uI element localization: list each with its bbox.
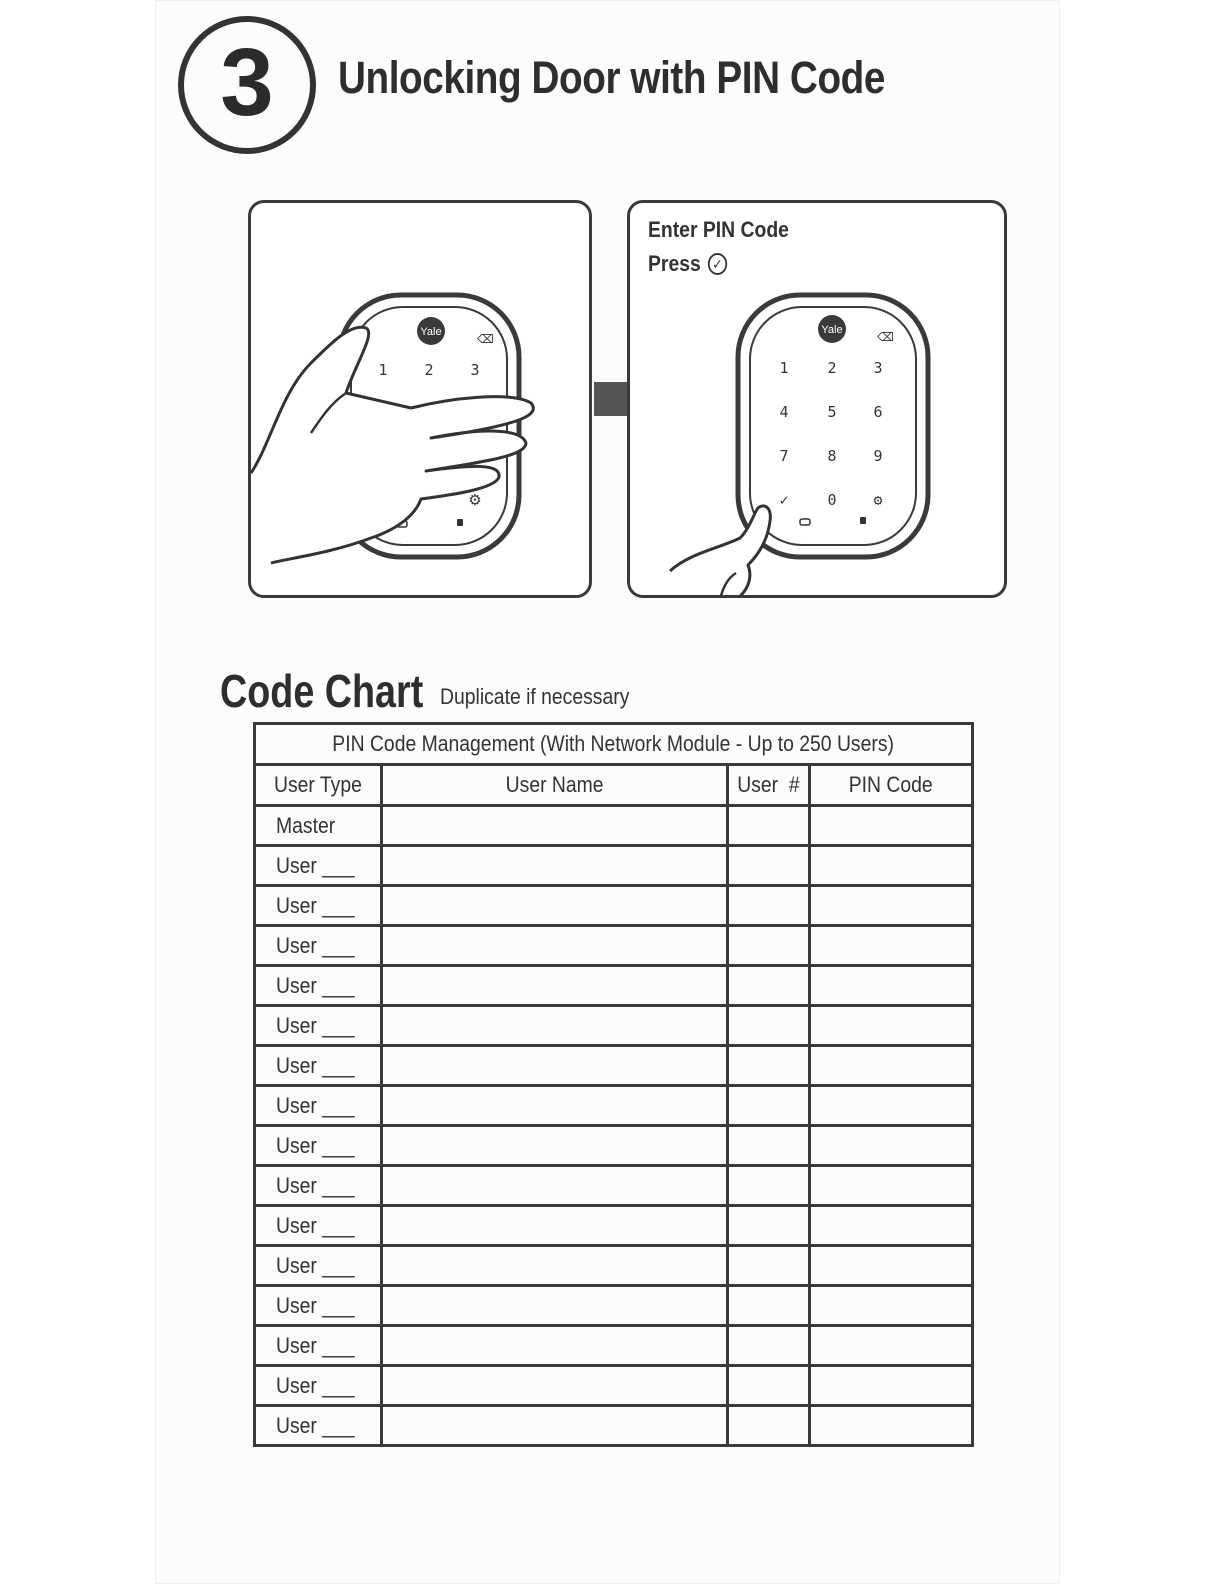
user-name-cell[interactable]	[382, 926, 728, 966]
table-row	[255, 966, 973, 1006]
user-number-cell[interactable]	[728, 1326, 810, 1366]
user-type-cell	[255, 846, 382, 886]
user-type-cell	[255, 1006, 382, 1046]
pin-code-cell[interactable]	[810, 1246, 973, 1286]
user-type-cell	[255, 1366, 382, 1406]
pin-code-cell[interactable]	[810, 806, 973, 846]
svg-text:3: 3	[470, 361, 480, 379]
user-type-cell	[255, 1166, 382, 1206]
code-chart-title: Code Chart	[220, 665, 424, 717]
user-name-cell[interactable]	[382, 1366, 728, 1406]
svg-text:⌫: ⌫	[477, 332, 494, 346]
user-number-cell[interactable]	[728, 1206, 810, 1246]
header-user-type: User Type	[255, 765, 382, 806]
user-type-cell	[255, 1326, 382, 1366]
instruction-enter-pin: Enter PIN Code	[648, 217, 789, 242]
table-row	[255, 1326, 973, 1366]
user-type-label: User ___	[276, 1332, 355, 1358]
table-row	[255, 1246, 973, 1286]
user-type-label: User ___	[276, 1212, 355, 1238]
user-type-label: User ___	[276, 1052, 355, 1078]
page-title: Unlocking Door with PIN Code	[338, 52, 885, 103]
illustration-wake-keypad	[248, 200, 592, 598]
instruction-press-label: Press	[648, 251, 701, 276]
table-row	[255, 886, 973, 926]
keypad-key: 0	[827, 491, 837, 509]
svg-text:⚙: ⚙	[468, 491, 482, 509]
user-type-label: User ___	[276, 892, 355, 918]
table-body	[255, 806, 973, 1446]
hand-on-keypad-icon	[251, 203, 592, 598]
user-type-label: User ___	[276, 852, 355, 878]
pin-code-cell[interactable]	[810, 1206, 973, 1246]
table-row	[255, 1046, 973, 1086]
user-number-cell[interactable]	[728, 1046, 810, 1086]
user-name-cell[interactable]	[382, 1126, 728, 1166]
user-number-cell[interactable]	[728, 1006, 810, 1046]
user-type-label: User ___	[276, 1292, 355, 1318]
user-type-label: User ___	[276, 1012, 355, 1038]
user-name-cell[interactable]	[382, 1006, 728, 1046]
keypad-key: 8	[827, 447, 837, 465]
keypad-finger-icon	[630, 203, 1007, 598]
keypad-key: 5	[827, 403, 837, 421]
user-name-cell[interactable]	[382, 1406, 728, 1446]
user-name-cell[interactable]	[382, 1246, 728, 1286]
pin-code-cell[interactable]	[810, 1366, 973, 1406]
header-user-number: User #	[728, 765, 810, 806]
user-name-cell[interactable]	[382, 1206, 728, 1246]
user-type-label: User ___	[276, 1372, 355, 1398]
user-number-cell[interactable]	[728, 1406, 810, 1446]
table-caption: PIN Code Management (With Network Module - Up to 250 Users)	[255, 724, 973, 765]
user-number-cell[interactable]	[728, 1246, 810, 1286]
svg-text:⌫: ⌫	[877, 330, 894, 344]
table-row	[255, 1166, 973, 1206]
user-name-cell[interactable]	[382, 846, 728, 886]
yale-logo: Yale	[821, 324, 843, 336]
user-name-cell[interactable]	[382, 966, 728, 1006]
svg-text:1: 1	[378, 361, 388, 379]
table-header-row	[255, 765, 973, 806]
keypad-key: 3	[873, 359, 883, 377]
step-number: 3	[220, 29, 274, 136]
table-row	[255, 1366, 973, 1406]
user-name-cell[interactable]	[382, 1326, 728, 1366]
user-type-label: User ___	[276, 1172, 355, 1198]
pin-code-cell[interactable]	[810, 1286, 973, 1326]
keypad-key: 4	[779, 403, 789, 421]
pin-code-cell[interactable]	[810, 1326, 973, 1366]
user-number-cell[interactable]	[728, 1286, 810, 1326]
pin-code-cell[interactable]	[810, 926, 973, 966]
user-type-cell	[255, 926, 382, 966]
user-type-cell	[255, 1086, 382, 1126]
step-number-badge	[178, 16, 316, 154]
user-number-cell[interactable]	[728, 886, 810, 926]
keypad-key: ✓	[779, 491, 789, 509]
table-row	[255, 1286, 973, 1326]
pin-code-cell[interactable]	[810, 1406, 973, 1446]
user-name-cell[interactable]	[382, 1166, 728, 1206]
yale-logo: Yale	[420, 326, 442, 338]
pin-code-cell[interactable]	[810, 1166, 973, 1206]
user-name-cell[interactable]	[382, 1046, 728, 1086]
user-number-cell[interactable]	[728, 926, 810, 966]
table-row	[255, 1126, 973, 1166]
user-type-cell	[255, 1206, 382, 1246]
user-type-label: User ___	[276, 972, 355, 998]
header-user-name: User Name	[382, 765, 728, 806]
pin-code-cell[interactable]	[810, 1006, 973, 1046]
table-row	[255, 1086, 973, 1126]
user-type-label: User ___	[276, 932, 355, 958]
user-number-cell[interactable]	[728, 966, 810, 1006]
user-number-cell[interactable]	[728, 806, 810, 846]
user-name-cell[interactable]	[382, 1286, 728, 1326]
user-type-cell	[255, 1286, 382, 1326]
user-name-cell[interactable]	[382, 886, 728, 926]
user-type-label: User ___	[276, 1412, 355, 1438]
user-type-label: User ___	[276, 1252, 355, 1278]
user-type-cell	[255, 1046, 382, 1086]
svg-text:2: 2	[424, 361, 434, 379]
table-row	[255, 1206, 973, 1246]
keypad-key: 7	[779, 447, 789, 465]
user-type-label: Master	[276, 812, 336, 838]
keypad-key: ⚙	[873, 491, 883, 509]
pin-code-cell[interactable]	[810, 1086, 973, 1126]
user-number-cell[interactable]	[728, 846, 810, 886]
keypad-key: 6	[873, 403, 883, 421]
table-row	[255, 1006, 973, 1046]
user-type-cell	[255, 1126, 382, 1166]
keypad-key: 9	[873, 447, 883, 465]
header-pin-code: PIN Code	[810, 765, 973, 806]
user-type-cell	[255, 806, 382, 846]
code-chart-subtitle: Duplicate if necessary	[440, 684, 630, 709]
keypad-key: 1	[779, 359, 789, 377]
pin-code-cell[interactable]	[810, 966, 973, 1006]
user-type-cell	[255, 1246, 382, 1286]
check-circle-icon: ✓	[708, 253, 727, 275]
user-type-cell	[255, 886, 382, 926]
table-row	[255, 1406, 973, 1446]
user-number-cell[interactable]	[728, 1126, 810, 1166]
pin-code-cell[interactable]	[810, 846, 973, 886]
user-name-cell[interactable]	[382, 1086, 728, 1126]
user-type-label: User ___	[276, 1092, 355, 1118]
user-name-cell[interactable]	[382, 806, 728, 846]
pin-code-table	[253, 722, 974, 1447]
illustration-enter-pin	[627, 200, 1007, 598]
user-number-cell[interactable]	[728, 1366, 810, 1406]
pin-code-cell[interactable]	[810, 1126, 973, 1166]
table-row	[255, 926, 973, 966]
user-number-cell[interactable]	[728, 1086, 810, 1126]
user-number-cell[interactable]	[728, 1166, 810, 1206]
pin-code-cell[interactable]	[810, 886, 973, 926]
user-type-cell	[255, 966, 382, 1006]
user-type-cell	[255, 1406, 382, 1446]
keypad-key: 2	[827, 359, 837, 377]
user-type-label: User ___	[276, 1132, 355, 1158]
pin-code-cell[interactable]	[810, 1046, 973, 1086]
table-row	[255, 806, 973, 846]
table-row	[255, 846, 973, 886]
